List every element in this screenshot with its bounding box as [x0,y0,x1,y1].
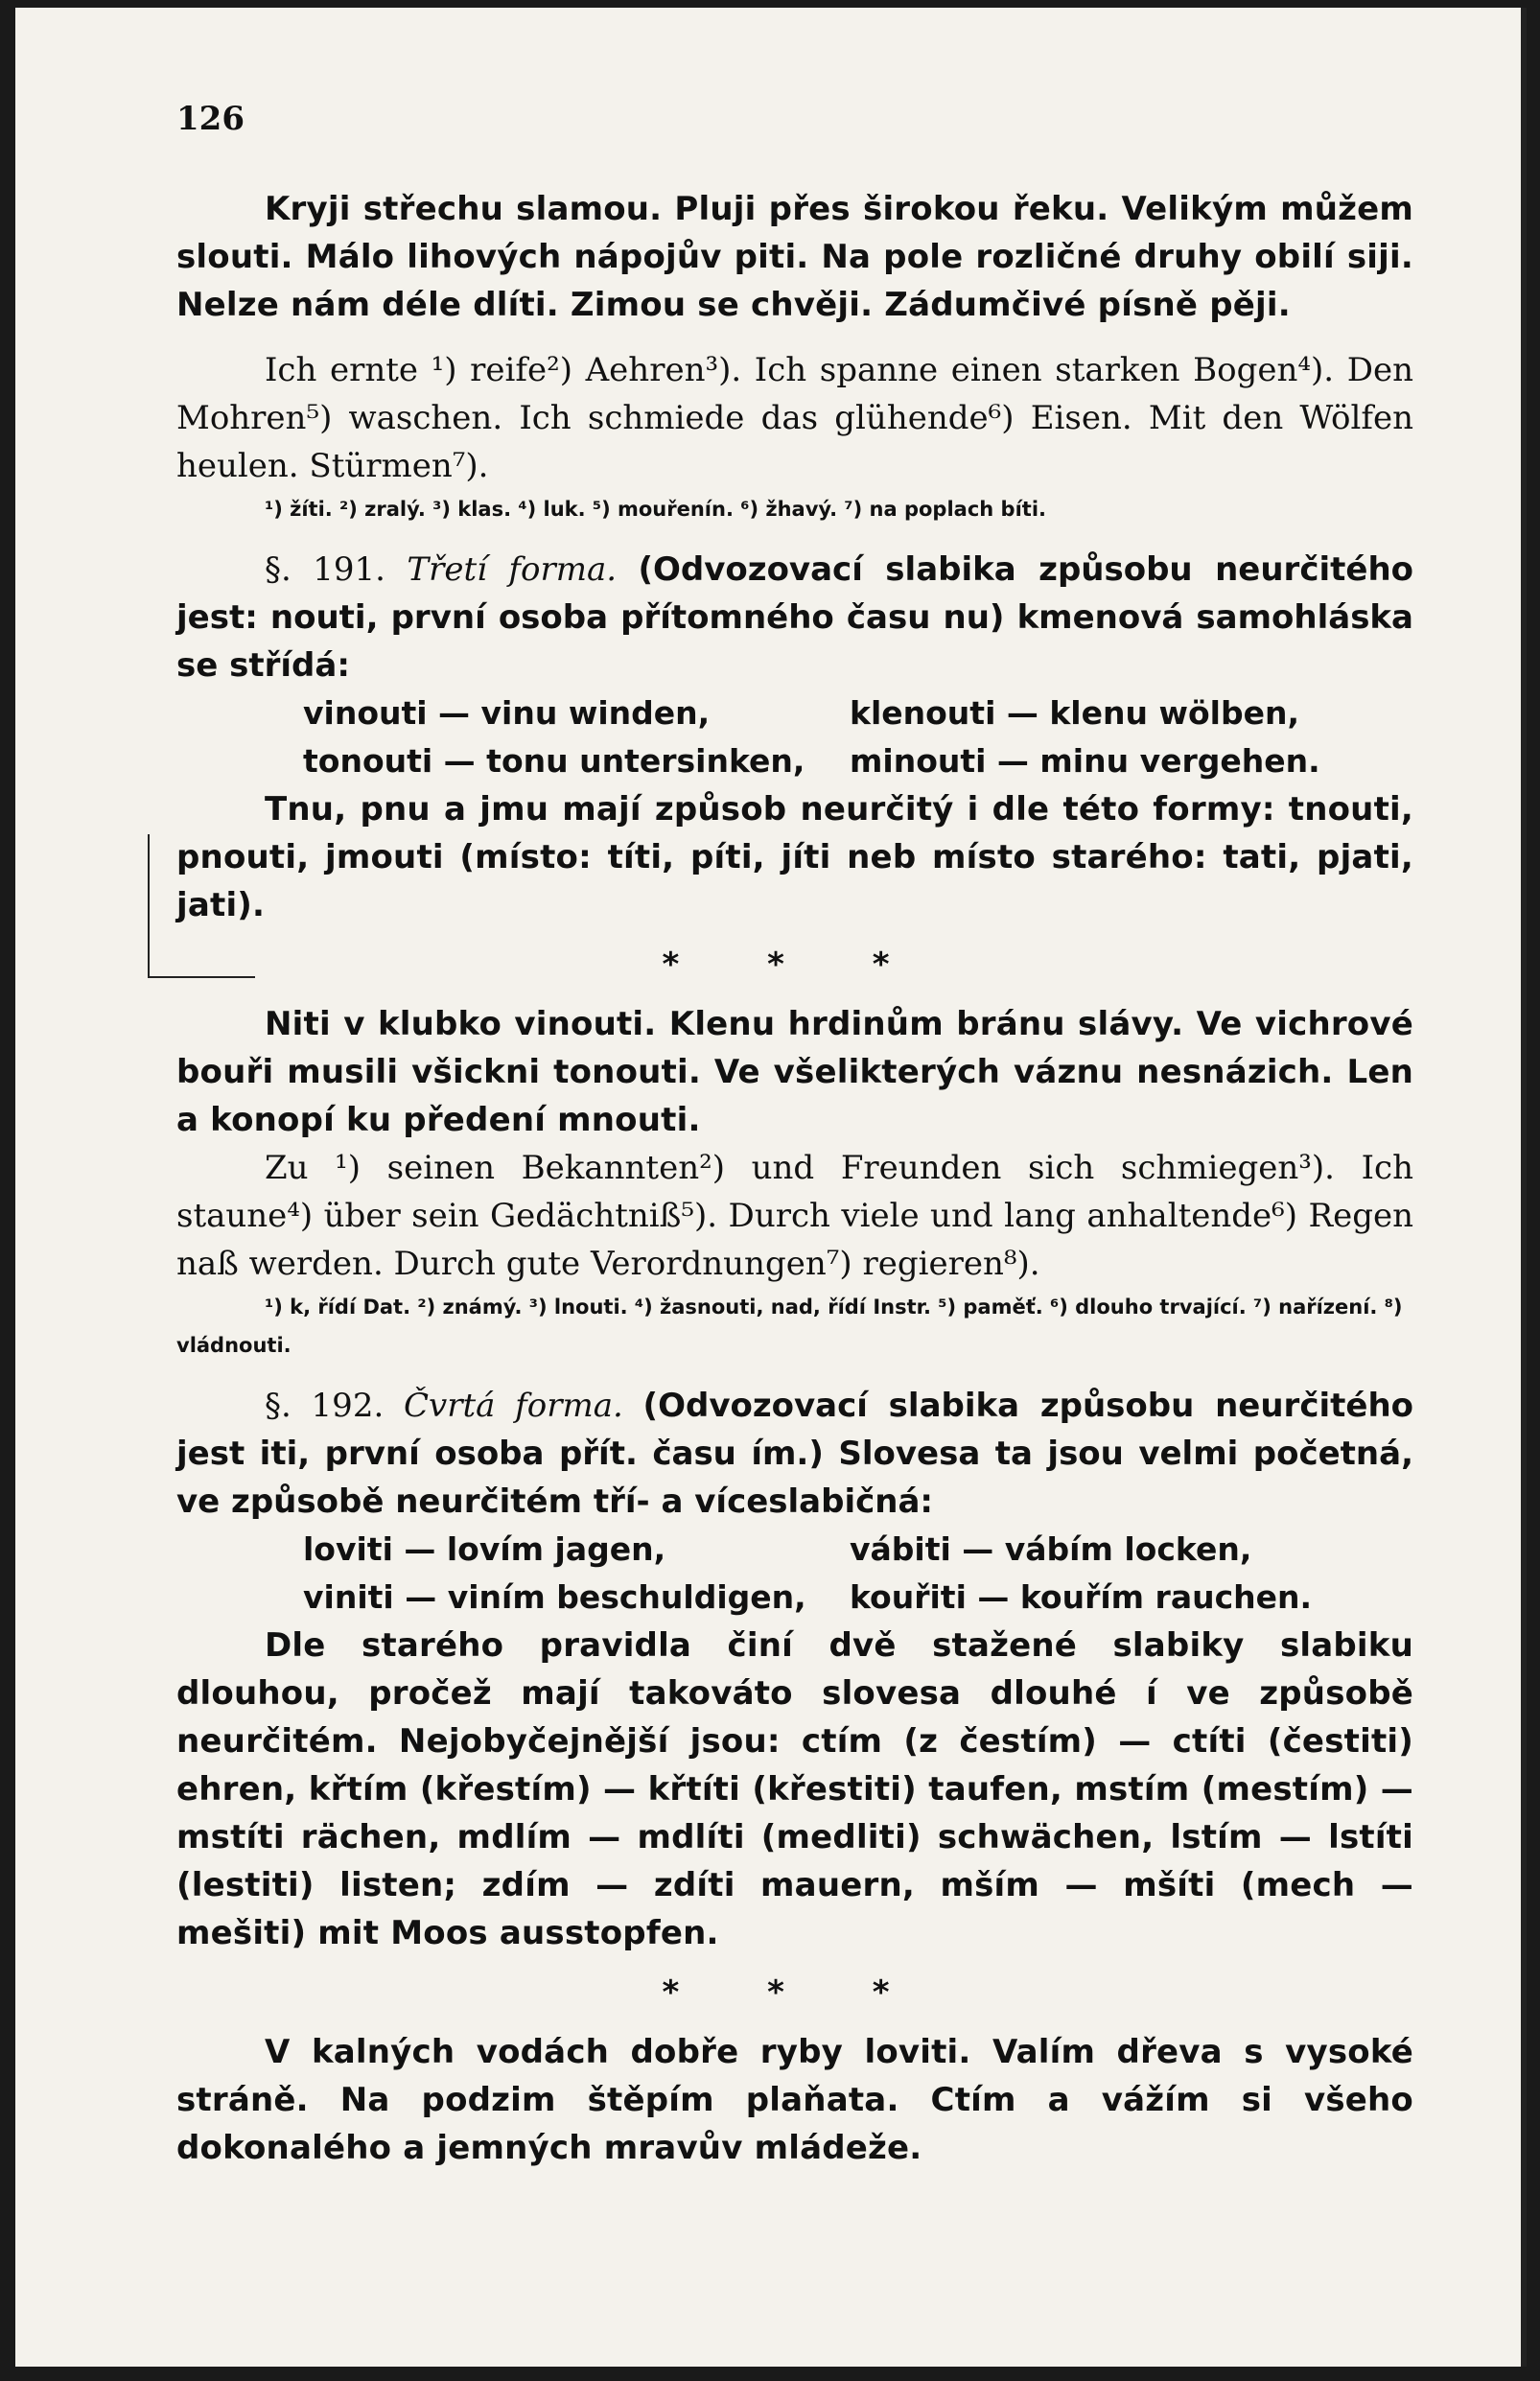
verb-pair-row [176,737,1413,785]
section-divider-stars: * * * [662,1973,928,2012]
page-number: 126 [176,100,245,138]
section-191-note: Tnu, pnu a jmu mají způsob neurčitý i dle této formy: tnouti, pnouti, jmouti (místo: títi, píti, jíti neb místo starého: tati, pjati, jati). [176,790,1413,924]
exercise3-czech: V kalných vodách dobře ryby loviti. Valím dřeva s vysoké stráně. Na podzim štěpím plaňata. Ctím a vážím si všeho dokonalého a jemných mravův mládeže. [176,2033,1413,2167]
exercise1-german: Ich ernte ¹) reife²) Aehren³). Ich spanne einen starken Bogen⁴). Den Mohren⁵) waschen. Ich schmiede das glühende⁶) Eisen. Mit den Wölfen heulen. Stürmen⁷). [176,351,1413,485]
exercise2-german: Zu ¹) seinen Bekannten²) und Freunden sich schmiegen³). Ich staune⁴) über sein Gedächtniß⁵). Durch viele und lang anhaltende⁶) Regen naß werden. Durch gute Verordnungen⁷) regieren⁸). [176,1149,1413,1283]
section-191-title: Třetí forma. [407,550,618,589]
section-192-text: (Odvozovací slabika způsobu neurčitého jest iti, první osoba přít. času ím.) Slovesa ta jsou velmi početná, ve způsobě neurčitém tří- a víceslabičná: [176,1387,1414,1521]
exercise2-czech: Niti v klubko vinouti. Klenu hrdinům bránu slávy. Ve vichrové bouři musili všickni tonouti. Ve všelikterých váznu nesnázich. Len a konopí ku předení mnouti. [176,1005,1413,1139]
verb-pair: vinouti — vinu winden, [303,694,711,732]
section-192-rule: Dle starého pravidla činí dvě stažené slabiky slabiku dlouhou, pročež mají takováto slovesa dlouhé í ve způsobě neurčitém. Nejobyčejnější jsou: ctím (z čestím) — ctíti (čestiti) ehren, křtím (křestím) — křtíti (křestiti) taufen, mstím (mestím) — mstíti rächen, mdlím — mdlíti (medliti) schwächen, lstím — lstíti (lestiti) listen; zdím — zdíti mauern, mším — mšíti (mech — mešiti) mit Moos ausstopfen. [176,1626,1413,1952]
exercise1-czech: Kryji střechu slamou. Pluji přes širokou řeku. Velikým můžem slouti. Málo lihových nápojův piti. Na pole rozličné druhy obilí siji. Nelze nám déle dlíti. Zimou se chvěji. Zádumčivé písně pěji. [176,190,1413,324]
exercise1-footnotes: ¹) žíti. ²) zralý. ³) klas. ⁴) luk. ⁵) mouřenín. ⁶) žhavý. ⁷) na poplach bíti. [265,498,1046,521]
section-192-verb-pairs [176,1526,1413,1622]
verb-pair-row [176,689,1413,737]
section-191-verb-pairs [176,689,1413,785]
verb-pair: loviti — lovím jagen, [303,1530,666,1568]
section-divider-stars: * * * [662,945,928,984]
book-page [15,8,1527,2367]
verb-pair: viniti — viním beschuldigen, [303,1578,806,1616]
verb-pair-row [176,1526,1413,1574]
verb-pair-row [176,1574,1413,1622]
page-body [176,185,1413,2172]
verb-pair: tonouti — tonu untersinken, [303,742,805,780]
verb-pair: kouřiti — kouřím rauchen. [850,1578,1313,1616]
section-191-text: (Odvozovací slabika způsobu neurčitého jest: nouti, první osoba přítomného času nu) kmenová samohláska se střídá: [176,550,1414,685]
section-192-title: Čvrtá forma. [404,1387,623,1425]
verb-pair: vábiti — vábím locken, [850,1530,1252,1568]
section-191-number: §. 191. [265,550,385,589]
section-192-number: §. 192. [265,1387,385,1425]
verb-pair: klenouti — klenu wölben, [850,694,1299,732]
section-192-paragraph [176,1382,1413,1526]
exercise2-footnotes: ¹) k, řídí Dat. ²) známý. ³) lnouti. ⁴) žasnouti, nad, řídí Instr. ⁵) paměť. ⁶) dlouho trvající. ⁷) nařízení. ⁸) vládnouti. [176,1296,1403,1357]
verb-pair: minouti — minu vergehen. [850,742,1320,780]
section-191-paragraph [176,546,1413,689]
